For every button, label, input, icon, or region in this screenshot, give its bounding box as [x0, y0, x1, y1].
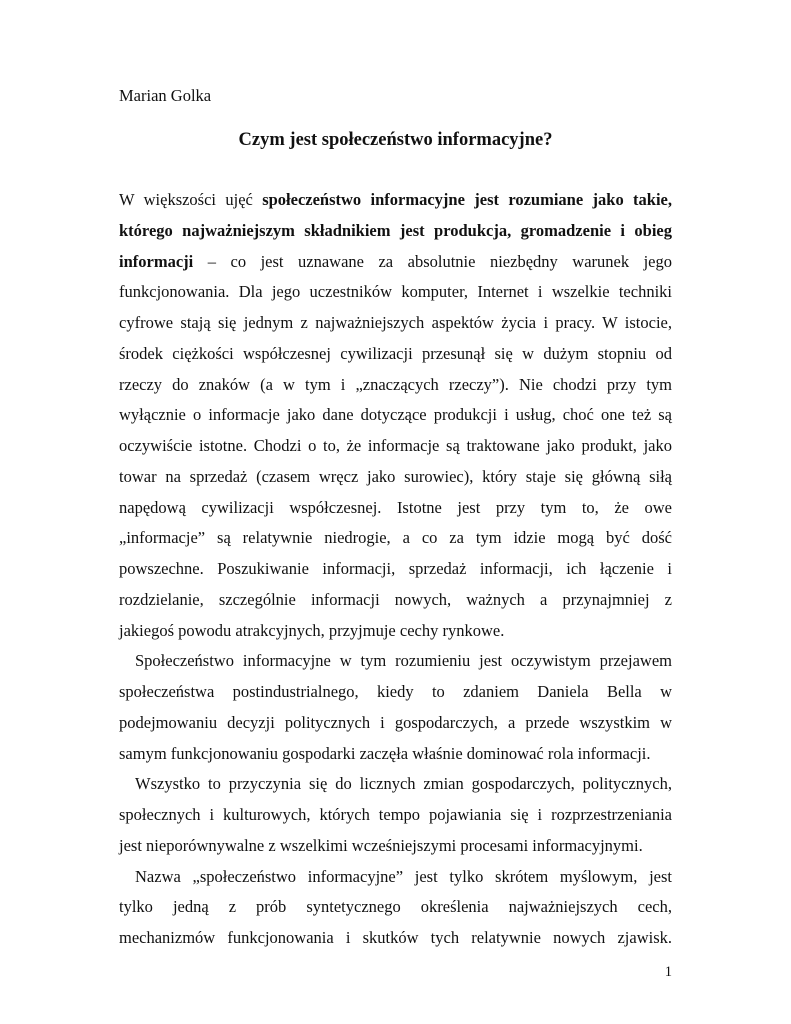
text-segment: społeczeństwa postindustrialnego, kiedy to zdaniem Daniela Bella w — [119, 682, 672, 701]
bold-text: informacji — [119, 251, 194, 271]
document-title: Czym jest społeczeństwo informacyjne? — [238, 130, 553, 150]
body-line — [119, 677, 672, 708]
body-line — [119, 739, 672, 770]
text-segment: rozdzielanie, szczególnie informacji nowych, ważnych a przynajmniej z — [119, 589, 672, 609]
body-line — [119, 585, 672, 616]
text-segment: W większości ujęć — [119, 190, 263, 209]
text-segment: cyfrowe stają się jednym z najważniejszych aspektów życia i pracy. W istocie, — [119, 313, 672, 332]
text-segment: Społeczeństwo informacyjne w tym rozumieniu jest oczywistym przejawem — [135, 651, 672, 671]
text-segment: samym funkcjonowaniu gospodarki zaczęła właśnie dominować rola informacji. — [119, 743, 651, 763]
author-name: Marian Golka — [119, 86, 212, 105]
body-line — [119, 216, 672, 247]
body-line — [119, 523, 672, 554]
body-text — [119, 185, 672, 954]
body-line — [119, 862, 672, 893]
text-segment: mechanizmów funkcjonowania i skutków tych relatywnie nowych zjawisk. — [119, 928, 672, 947]
text-segment: powszechne. Poszukiwanie informacji, sprzedaż informacji, ich łączenie i — [119, 559, 672, 578]
body-line — [119, 185, 672, 216]
body-line — [119, 892, 672, 923]
body-line — [119, 493, 672, 524]
text-segment: oczywiście istotne. Chodzi o to, że informacje są traktowane jako produkt, jako — [119, 436, 672, 455]
body-line — [119, 831, 672, 862]
body-line — [119, 370, 672, 401]
body-line — [119, 708, 672, 739]
text-segment: jakiegoś powodu atrakcyjnych, przyjmuje cechy rynkowe. — [119, 620, 505, 640]
body-line — [119, 646, 672, 677]
body-line — [119, 923, 672, 954]
text-segment: Wszystko to przyczynia się do licznych zmian gospodarczych, politycznych, — [135, 774, 672, 794]
text-segment: funkcjonowania. Dla jego uczestników komputer, Internet i wszelkie techniki — [119, 282, 672, 302]
text-segment: społecznych i kulturowych, których tempo pojawiania się i rozprzestrzeniania — [119, 805, 672, 824]
text-segment: jest nieporównywalne z wszelkimi wcześniejszymi procesami informacyjnymi. — [119, 835, 643, 855]
page-number: 1 — [664, 964, 672, 980]
text-segment: środek ciężkości współczesnej cywilizacji przesunął się w dużym stopniu od — [119, 343, 672, 363]
body-line — [119, 616, 672, 647]
text-segment: „informacje” są relatywnie niedrogie, a co za tym idzie mogą być dość — [119, 528, 672, 548]
body-line — [119, 554, 672, 585]
bold-text: którego najważniejszym składnikiem jest produkcja, gromadzenie i obieg — [119, 220, 672, 240]
body-line — [119, 339, 672, 370]
body-line — [119, 247, 672, 278]
bold-text: społeczeństwo informacyjne jest rozumiane jako takie, — [262, 190, 672, 209]
text-segment: towar na sprzedaż (czasem wręcz jako surowiec), który staje się główną siłą — [119, 466, 672, 486]
text-segment: rzeczy do znaków (a w tym i „znaczących rzeczy”). Nie chodzi przy tym — [119, 374, 672, 394]
text-segment: – co jest uznawane za absolutnie niezbędny warunek jego — [193, 251, 672, 271]
body-line — [119, 277, 672, 308]
body-line — [119, 800, 672, 831]
body-line — [119, 308, 672, 339]
body-line — [119, 769, 672, 800]
text-segment: napędową cywilizacji współczesnej. Istotne jest przy tym to, że owe — [119, 497, 672, 517]
text-segment: podejmowaniu decyzji politycznych i gospodarczych, a przede wszystkim w — [119, 712, 672, 732]
body-line — [119, 462, 672, 493]
text-segment: tylko jedną z prób syntetycznego określenia najważniejszych cech, — [119, 897, 672, 917]
text-segment: Nazwa „społeczeństwo informacyjne” jest tylko skrótem myślowym, jest — [135, 866, 672, 886]
body-line — [119, 400, 672, 431]
text-segment: wyłącznie o informacje jako dane dotyczące produkcji i usług, choć one też są — [119, 405, 672, 425]
body-line — [119, 431, 672, 462]
